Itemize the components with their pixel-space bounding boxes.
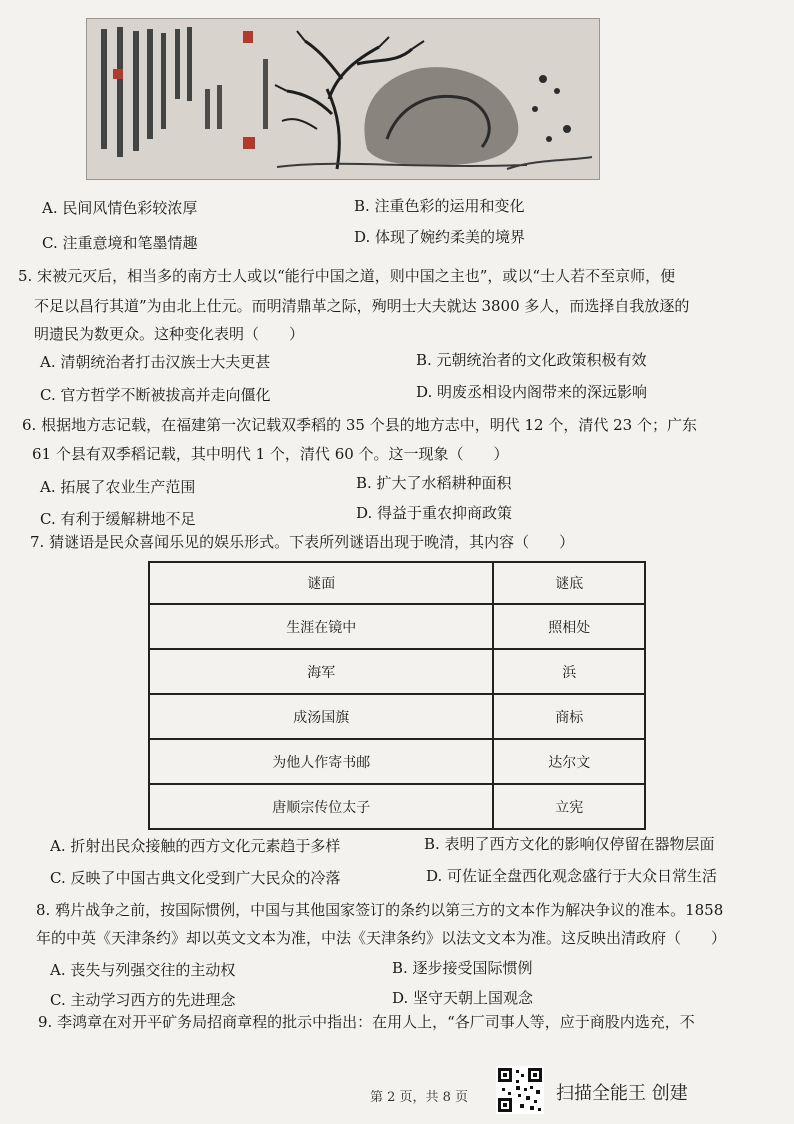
q7-option-d: D. 可佐证全盘西化观念盛行于大众日常生活 xyxy=(426,867,718,885)
q7-option-a: A. 折射出民众接触的西方文化元素趋于多样 xyxy=(50,837,341,855)
q5-option-a: A. 清朝统治者打击汉族士大夫更甚 xyxy=(40,353,271,371)
q5-stem-line3: 明遗民为数更众。这种变化表明（ ） xyxy=(34,325,305,343)
q7-stem: 7. 猜谜语是民众喜闻乐见的娱乐形式。下表所列谜语出现于晚清，其内容（ ） xyxy=(30,533,575,551)
riddle-face: 成汤国旗 xyxy=(149,694,493,739)
q4-option-d: D. 体现了婉约柔美的境界 xyxy=(354,228,526,246)
q9-stem-line1: 9. 李鸿章在对开平矿务局招商章程的批示中指出：在用人上，“各厂司事人等，应于商股内选充，不 xyxy=(38,1013,695,1031)
riddle-face: 为他人作寄书邮 xyxy=(149,739,493,784)
q8-option-b: B. 逐步接受国际惯例 xyxy=(392,959,533,977)
page-number: 第 2 页，共 8 页 xyxy=(370,1090,469,1105)
riddle-face: 海军 xyxy=(149,649,493,694)
q6-option-c: C. 有利于缓解耕地不足 xyxy=(40,510,196,528)
table-row xyxy=(149,649,645,694)
q5-option-c: C. 官方哲学不断被拔高并走向僵化 xyxy=(40,386,271,404)
riddle-face: 唐顺宗传位太子 xyxy=(149,784,493,829)
scanner-watermark: 扫描全能王 创建 xyxy=(556,1083,688,1104)
riddle-answer: 商标 xyxy=(493,694,645,739)
table-row xyxy=(149,739,645,784)
q4-option-a: A. 民间风情色彩较浓厚 xyxy=(42,199,198,217)
q6-option-b: B. 扩大了水稻耕种面积 xyxy=(356,474,512,492)
q5-option-d: D. 明废丞相设内阁带来的深远影响 xyxy=(416,383,648,401)
q8-option-d: D. 坚守天朝上国观念 xyxy=(392,989,534,1007)
qr-code-icon xyxy=(496,1066,544,1114)
q5-stem-line1: 5. 宋被元灭后，相当多的南方士人或以“能行中国之道，则中国之主也”，或以“士人若不至京师，便 xyxy=(18,267,676,285)
riddle-face: 生涯在镜中 xyxy=(149,604,493,649)
table-header-row xyxy=(149,562,645,604)
riddle-table xyxy=(148,561,646,830)
q8-stem-line1: 8. 鸦片战争之前，按国际惯例，中国与其他国家签订的条约以第三方的文本作为解决争议的准本。1858 xyxy=(36,901,724,919)
q6-option-d: D. 得益于重农抑商政策 xyxy=(356,504,513,522)
q8-stem-line2: 年的中英《天津条约》却以英文文本为准，中法《天津条约》以法文文本为准。这反映出清政府（ ） xyxy=(36,929,727,947)
table-row xyxy=(149,694,645,739)
q7-option-c: C. 反映了中国古典文化受到广大民众的冷落 xyxy=(50,869,341,887)
ink-painting-image xyxy=(87,19,599,179)
riddle-answer: 浜 xyxy=(493,649,645,694)
q6-stem-line1: 6. 根据地方志记载，在福建第一次记载双季稻的 35 个县的地方志中，明代 12 个，清代 23 个；广东 xyxy=(22,416,697,434)
header-riddle-answer: 谜底 xyxy=(493,562,645,604)
header-riddle-face: 谜面 xyxy=(149,562,493,604)
q5-stem-line2: 不足以昌行其道”为由北上仕元。而明清鼎革之际，殉明士大夫就达 3800 多人，而选择自我放逐的 xyxy=(34,297,690,315)
table-row xyxy=(149,604,645,649)
q4-option-b: B. 注重色彩的运用和变化 xyxy=(354,197,525,215)
q6-stem-line2: 61 个县有双季稻记载，其中明代 1 个，清代 60 个。这一现象（ ） xyxy=(32,445,509,463)
q4-option-c: C. 注重意境和笔墨情趣 xyxy=(42,234,198,252)
q7-option-b: B. 表明了西方文化的影响仅停留在器物层面 xyxy=(424,835,715,853)
q8-option-c: C. 主动学习西方的先进理念 xyxy=(50,991,236,1009)
riddle-answer: 照相处 xyxy=(493,604,645,649)
riddle-answer: 立宪 xyxy=(493,784,645,829)
riddle-answer: 达尔文 xyxy=(493,739,645,784)
q8-option-a: A. 丧失与列强交往的主动权 xyxy=(50,961,236,979)
table-row xyxy=(149,784,645,829)
q6-option-a: A. 拓展了农业生产范围 xyxy=(40,478,196,496)
landscape-painting xyxy=(86,18,600,180)
q5-option-b: B. 元朝统治者的文化政策积极有效 xyxy=(416,351,647,369)
